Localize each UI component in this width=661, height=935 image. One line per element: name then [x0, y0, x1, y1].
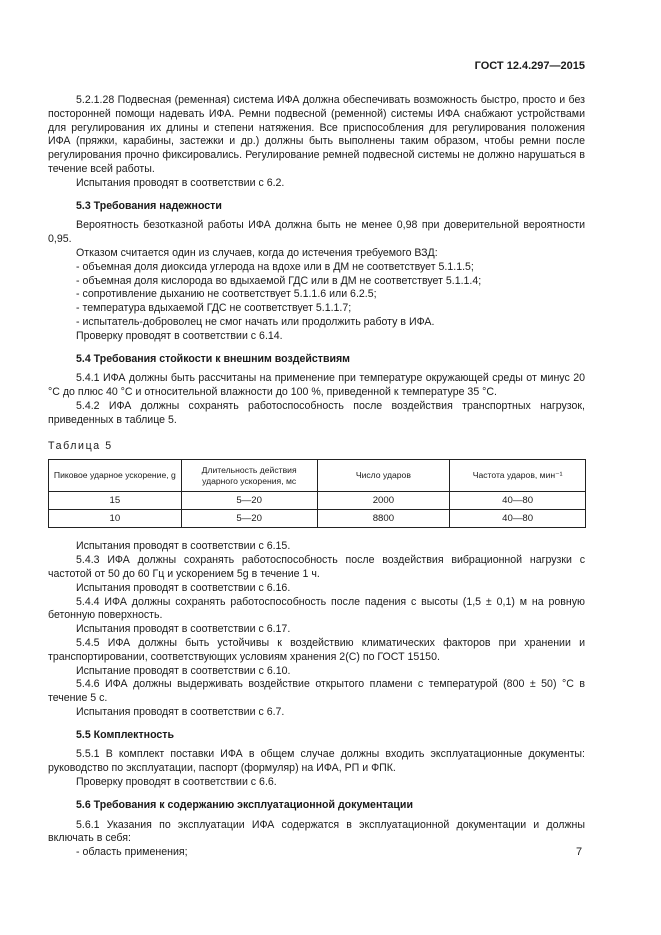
- document-body: [48, 94, 585, 860]
- table-5: [48, 459, 586, 528]
- table-header-row: [49, 460, 586, 492]
- list-item: - испытатель-доброволец не смог начать или продолжить работу в ИФА.: [76, 315, 435, 328]
- test-reference: Испытания проводят в соответствии с 6.16.: [76, 581, 291, 594]
- clause-5-4-2: 5.4.2 ИФА должны сохранять работоспособность после воздействия транспортных нагрузок, приведенных в таблице 5.: [48, 399, 585, 426]
- clause-5-2-1-28: 5.2.1.28 Подвесная (ременная) система ИФА должна обеспечивать возможность быстро, просто и без посторонней помощи надевать ИФА. Ремни подвесной (ременной) системы ИФА снабжают устройствами для регулирования их длины и степени натяжения. Все приспособления для регулирования положения ИФА (пряжки, карабины, застежки и др.) должны быть выполнены таким образом, чтобы ремни после регулирования прочно фиксировались. Регулирование ремней подвесной системы не должно нарушаться в течение всей работы.: [48, 94, 585, 175]
- test-reference: Испытания проводят в соответствии с 6.7.: [76, 705, 285, 718]
- check-reference: Проверку проводят в соответствии с 6.6.: [76, 776, 277, 789]
- clause-5-5-1: 5.5.1 В комплект поставки ИФА в общем случае должны входить эксплуатационные документы: руководство по эксплуатации, паспорт (формуляр) на ИФА, РП и ФПК.: [48, 748, 585, 775]
- section-heading-5-4: 5.4 Требования стойкости к внешним воздействиям: [76, 352, 351, 365]
- column-header: Число ударов: [317, 460, 450, 492]
- clause-5-6-1: 5.6.1 Указания по эксплуатации ИФА содержатся в эксплуатационной документации и должны включать в себя:: [48, 818, 585, 845]
- section-heading-5-3: 5.3 Требования надежности: [76, 199, 222, 212]
- test-reference: Испытания проводят в соответствии с 6.2.: [76, 176, 285, 189]
- section-heading-5-5: 5.5 Комплектность: [76, 728, 174, 741]
- clause-5-4-1: 5.4.1 ИФА должны быть рассчитаны на применение при температуре окружающей среды от минус 20 °С до плюс 40 °С и относительной влажности до 100 %, приведенной к температуре 35 °С.: [48, 372, 585, 399]
- table-cell: 40—80: [450, 510, 586, 528]
- column-header: Длительность действия ударного ускорения, мс: [181, 460, 317, 492]
- table-caption: Таблица 5: [48, 439, 113, 452]
- table-cell: 8800: [317, 510, 450, 528]
- clause-5-4-5: 5.4.5 ИФА должны быть устойчивы к воздействию климатических факторов при хранении и транспортировании, соответствующих условиям хранения 2(С) по ГОСТ 15150.: [48, 636, 585, 663]
- page-number: 7: [576, 846, 583, 858]
- list-item: - объемная доля диоксида углерода на вдохе или в ДМ не соответствует 5.1.1.5;: [76, 260, 474, 273]
- column-header: Пиковое ударное ускорение, g: [49, 460, 182, 492]
- list-item: - сопротивление дыханию не соответствует 5.1.1.6 или 6.2.5;: [76, 288, 377, 301]
- document-code: ГОСТ 12.4.297—2015: [474, 60, 585, 72]
- test-reference: Испытания проводят в соответствии с 6.17.: [76, 623, 291, 636]
- table-row: [49, 510, 586, 528]
- test-reference: Испытания проводят в соответствии с 6.15.: [76, 540, 291, 553]
- table-cell: 2000: [317, 492, 450, 510]
- table-cell: 40—80: [450, 492, 586, 510]
- list-item: - объемная доля кислорода во вдыхаемой ГДС или в ДМ не соответствует 5.1.1.4;: [76, 274, 482, 287]
- list-item: - область применения;: [76, 846, 188, 859]
- reliability-probability: Вероятность безотказной работы ИФА должна быть не менее 0,98 при доверительной вероятности 0,95.: [48, 219, 585, 246]
- list-item: - температура вдыхаемой ГДС не соответствует 5.1.1.7;: [76, 302, 352, 315]
- clause-5-4-3: 5.4.3 ИФА должны сохранять работоспособность после воздействия вибрационной нагрузки с частотой от 50 до 60 Гц и ускорением 5g в течение 1 ч.: [48, 554, 585, 580]
- table-row: [49, 492, 586, 510]
- test-reference: Испытание проводят в соответствии с 6.10.: [76, 664, 291, 677]
- table-cell: 5—20: [181, 492, 317, 510]
- check-reference: Проверку проводят в соответствии с 6.14.: [76, 329, 283, 342]
- table-cell: 5—20: [181, 510, 317, 528]
- clause-5-4-6: 5.4.6 ИФА должны выдерживать воздействие открытого пламени с температурой (800 ± 50) °С в течение 5 с.: [48, 678, 585, 705]
- clause-5-4-4: 5.4.4 ИФА должны сохранять работоспособность после падения с высоты (1,5 ± 0,1) м на ровную бетонную поверхность.: [48, 595, 585, 622]
- section-heading-5-6: 5.6 Требования к содержанию эксплуатационной документации: [76, 798, 413, 811]
- failure-definition: Отказом считается один из случаев, когда до истечения требуемого ВЗД:: [76, 246, 438, 259]
- column-header: Частота ударов, мин⁻¹: [450, 460, 586, 492]
- table-cell: 10: [49, 510, 182, 528]
- table-cell: 15: [49, 492, 182, 510]
